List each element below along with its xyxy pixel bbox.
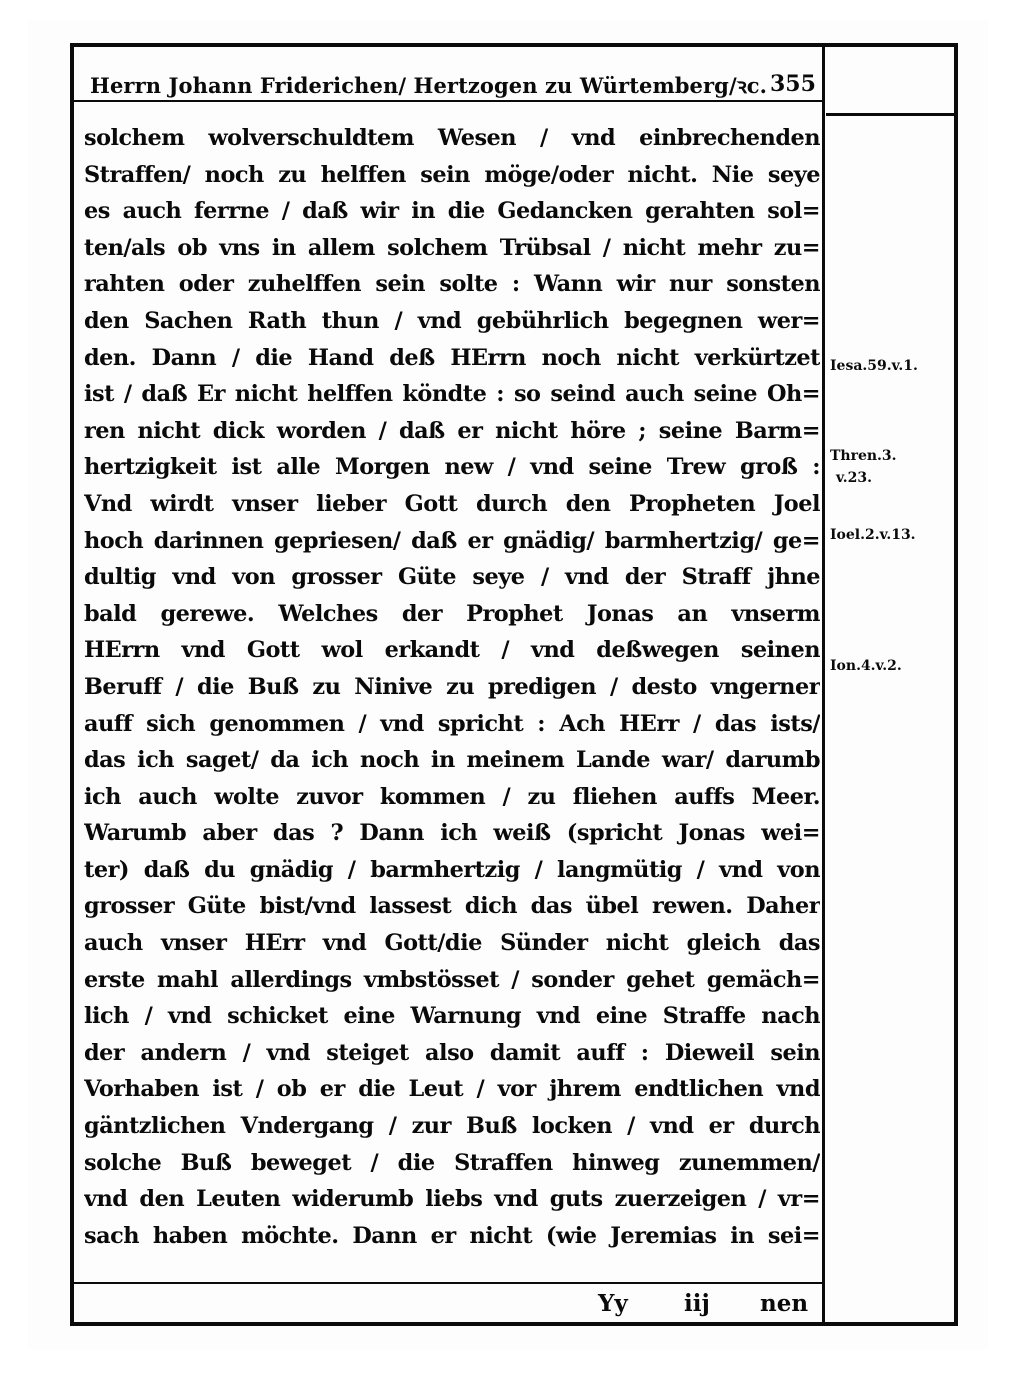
text-line: ren nicht dick worden / daß er nicht höre ; seine Barm= [84, 417, 820, 444]
running-title: Herrn Johann Friderichen/ Hertzogen zu Würtemberg/ꝛc. [90, 73, 768, 98]
text-line: Vnd wirdt vnser lieber Gott durch den Propheten Joel [84, 490, 820, 517]
text-line: ich auch wolte zuvor kommen / zu fliehen auffs Meer. [84, 783, 820, 810]
text-line: ter) daß du gnädig / barmhertzig / langmütig / vnd von [84, 856, 820, 883]
text-line: sach haben möchte. Dann er nicht (wie Jeremias in sei= [84, 1222, 820, 1249]
body-text [84, 120, 820, 1254]
margin-column-divider [822, 43, 825, 1326]
text-line: auff sich genommen / vnd spricht : Ach HErr / das ists/ [84, 710, 820, 737]
margin-header-rule [826, 113, 956, 116]
text-line: Beruff / die Buß zu Ninive zu predigen / desto vngerner [84, 673, 820, 700]
text-line: Vorhaben ist / ob er die Leut / vor jhrem endtlichen vnd [84, 1076, 820, 1103]
text-line: ist / daß Er nicht helffen köndte : so seind auch seine Oh= [84, 381, 820, 408]
text-line: dultig vnd von grosser Güte seye / vnd der Straff jhne [84, 564, 820, 591]
signature-numeral: iij [684, 1290, 710, 1317]
text-line: auch vnser HErr vnd Gott/die Sünder nicht gleich das [84, 930, 820, 957]
frame-right-rule [954, 43, 958, 1326]
text-line: ten/als ob vns in allem solchem Trübsal / nicht mehr zu= [84, 234, 820, 261]
text-line: rahten oder zuhelffen sein solte : Wann wir nur sonsten [84, 271, 820, 298]
signature-mark: Yy [598, 1290, 628, 1317]
text-line: es auch ferrne / daß wir in die Gedancken gerahten sol= [84, 198, 820, 225]
text-line: lich / vnd schicket eine Warnung vnd eine Straffe nach [84, 1003, 820, 1030]
text-line: vnd den Leuten widerumb liebs vnd guts zuerzeigen / vr= [84, 1186, 820, 1213]
footer-rule [74, 1282, 824, 1284]
text-line: den Sachen Rath thun / vnd gebührlich begegnen wer= [84, 307, 820, 334]
text-line: solchem wolverschuldtem Wesen / vnd einbrechenden [84, 125, 820, 151]
marginal-note-lamentations: Thren.3. [830, 448, 897, 464]
text-line: hoch darinnen gepriesen/ daß er gnädig/ barmhertzig/ ge= [84, 527, 820, 554]
text-line: bald gerewe. Welches der Prophet Jonas an vnserm [84, 600, 820, 627]
text-line: den. Dann / die Hand deß HErrn noch nicht verkürtzet [84, 344, 820, 371]
text-line: der andern / vnd steiget also damit auff : Dieweil sein [84, 1039, 820, 1066]
text-line: grosser Güte bist/vnd lassest dich das übel rewen. Daher [84, 893, 820, 920]
catchword: nen [760, 1290, 809, 1317]
marginal-note-lamentations-verse: v.23. [836, 470, 872, 486]
text-line: gäntzlichen Vndergang / zur Buß locken / vnd er durch [84, 1113, 820, 1140]
header-rule [74, 100, 824, 102]
marginal-note-joel: Ioel.2.v.13. [830, 527, 916, 543]
text-line: solche Buß beweget / die Straffen hinweg zunemmen/ [84, 1149, 820, 1176]
text-line: das ich saget/ da ich noch in meinem Lande war/ darumb [84, 747, 820, 774]
text-line: Straffen/ noch zu helffen sein möge/oder nicht. Nie seye [84, 161, 820, 188]
marginal-note-isaiah: Iesa.59.v.1. [830, 358, 918, 374]
marginal-note-jonah: Ion.4.v.2. [830, 658, 902, 674]
text-line: erste mahl allerdings vmbstösset / sonder gehet gemäch= [84, 966, 820, 993]
text-line: hertzigkeit ist alle Morgen new / vnd seine Trew groß : [84, 454, 820, 481]
text-line: HErrn vnd Gott wol erkandt / vnd deßwegen seinen [84, 637, 820, 664]
page-number: 355 [770, 71, 816, 97]
text-line: Warumb aber das ? Dann ich weiß (spricht Jonas wei= [84, 820, 820, 847]
frame-left-rule [70, 43, 74, 1326]
